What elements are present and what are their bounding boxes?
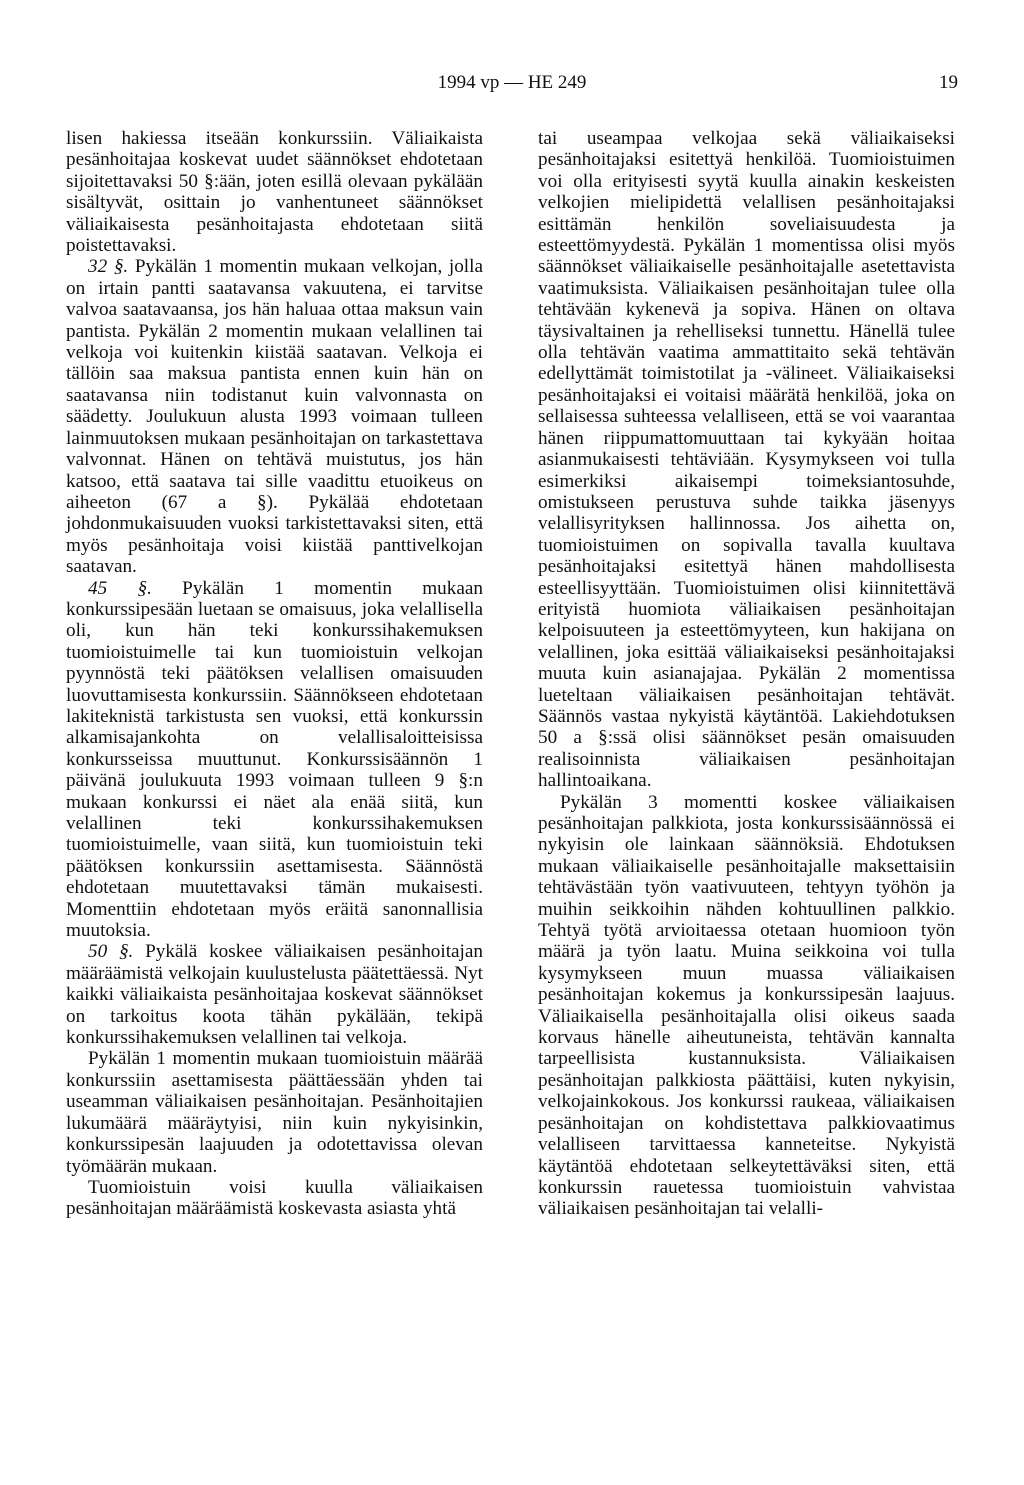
paragraph: Tuomioistuin voisi kuulla väliaikaisen pesänhoitajan määräämistä koskevasta asiasta yhtä xyxy=(66,1176,483,1220)
section-marker: 32 §. xyxy=(88,256,129,278)
paragraph: lisen hakiessa itseään konkurssiin. Väliaikaista pesänhoitajaa koskevat uudet säännökset ehdotetaan sijoitettavaksi 50 §:ään, joten esillä olevaan pykälään sisältyvät, osittain jo vanhentuneet säännökset väliaikaisesta pesänhoitajasta ehdotetaan siitä poistettavaksi. xyxy=(66,128,483,257)
paragraph-section-50 xyxy=(66,941,483,1048)
paragraph-text: Pykälän 1 momentin mukaan konkurssipesään luetaan se omaisuus, joka velallisella oli, kun hän teki konkurssihakemuksen tuomioistuimelle tai kun tuomioistuin velkojan pyynnöstä teki päätöksen velallisen omaisuuden luovuttamisesta konkurssiin. Säännökseen ehdotetaan lakiteknistä tarkistusta sen vuoksi, että konkurssin alkamisajankohta on velallisaloitteisissa konkursseissa muuttunut. Konkurssisäännön 1 päivänä joulukuuta 1993 voimaan tulleen 9 §:n mukaan konkurssi ei näet ala enää siitä, kun velallinen teki konkurssihakemuksen tuomioistuimelle, vaan siitä, kun tuomioistuin teki päätöksen konkurssiin asettamisesta. Säännöstä ehdotetaan muutettavaksi tämän mukaisesti. Momenttiin ehdotetaan myös eräitä sanonnallisia muutoksia. xyxy=(66,577,483,942)
paragraph-section-32 xyxy=(66,256,483,577)
paragraph-section-45 xyxy=(66,578,483,942)
left-column xyxy=(66,128,483,1220)
paragraph: tai useampaa velkojaa sekä väliaikaiseksi pesänhoitajaksi esitettyä henkilöä. Tuomioistuimen voi olla erityisesti syytä kuulla ainakin keskeisten velkojien mielipidettä velallisen pesänhoitajaksi esittämän henkilön soveliaisuudesta ja esteettömyydestä. Pykälän 1 momentissa olisi myös säännökset väliaikaiselle pesänhoitajalle asetettavista vaatimuksista. Väliaikaisen pesänhoitajan tulee olla tehtävään kykenevä ja sopiva. Hänen on oltava täysivaltainen ja rehelliseksi tunnettu. Hänellä tulee olla tehtävän vaatima ammattitaito sekä tehtävän edellyttämät toimistotilat ja -välineet. Väliaikaiseksi pesänhoitajaksi ei voitaisi määrätä henkilöä, joka on sellaisessa suhteessa velalliseen, että se voi vaarantaa hänen riippumattomuuttaan tai kykyään hoitaa asianmukaisesti tehtäviään. Kysymykseen voi tulla esimerkiksi aikaisempi toimeksiantosuhde, omistukseen perustuva suhde taikka jäsenyys velallisyrityksen hallinnossa. Jos aihetta on, tuomioistuimen on sopivalla tavalla kuultava pesänhoitajaksi esitettyä hänen mahdollisesta esteellisyyttään. Tuomioistuimen olisi kiinnitettävä erityistä huomiota väliaikaisen pesänhoitajan kelpoisuuteen ja esteettömyyteen, kun hakijana on velallinen, joka esittää väliaikaiseksi pesänhoitajaksi muuta kuin asianajajaa. Pykälän 2 momentissa lueteltaan väliaikaisen pesänhoitajan tehtävät. Säännös vastaa nykyistä käytäntöä. Lakiehdotuksen 50 a §:ssä olisi säännökset pesän omaisuuden realisoinnista väliaikaisen pesänhoitajan hallintoaikana. xyxy=(538,128,955,792)
page-number: 19 xyxy=(939,72,958,93)
section-marker: 50 §. xyxy=(88,941,134,963)
paragraph-text: Pykälän 1 momentin mukaan velkojan, jolla on irtain pantti saatavansa vakuutena, ei tarvitse valvoa saatavaansa, jos hän haluaa ottaa maksun vain pantista. Pykälän 2 momentin mukaan velallinen tai velkoja voi kuitenkin kiistää saatavan. Velkoja ei tällöin saa maksua pantista ennen kuin hän on saatavansa niin todistanut kuin valvonnasta on säädetty. Joulukuun alusta 1993 voimaan tulleen lainmuutoksen mukaan pesänhoitajan on tarkastettava valvonnat. Hänen on tehtävä muistutus, jos hän katsoo, että saatava tai sille vaadittu etuoikeus on aiheeton (67 a §). Pykälää ehdotetaan johdonmukaisuuden vuoksi tarkistettavaksi siten, että myös pesänhoitaja voisi kiistää panttivelkojan saatavan. xyxy=(66,256,483,578)
running-head: 1994 vp — HE 249 xyxy=(437,72,587,93)
page-header xyxy=(0,70,1024,100)
paragraph: Pykälän 1 momentin mukaan tuomioistuin määrää konkurssiin asettamisesta päättäessään yhden tai useamman väliaikaisen pesänhoitajan. Pesänhoitajien lukumäärä määräytyisi, niin kuin nykyisinkin, konkurssipesän laajuuden ja odotettavissa olevan työmäärän mukaan. xyxy=(66,1048,483,1177)
right-column xyxy=(538,128,955,1220)
section-marker: 45 §. xyxy=(88,577,152,599)
paragraph: Pykälän 3 momentti koskee väliaikaisen pesänhoitajan palkkiota, josta konkurssisäännössä ei nykyisin ole lainkaan säännöksiä. Ehdotuksen mukaan väliaikaiselle pesänhoitajalle maksettaisiin tehtävästään työn vaativuuteen, tehtyyn työhön ja muihin seikkoihin nähden kohtuullinen palkkio. Tehtyä työtä arvioitaessa otetaan huomioon työn määrä ja työn laatu. Muina seikkoina voi tulla kysymykseen muun muassa väliaikaisen pesänhoitajan kokemus ja konkurssipesän laajuus. Väliaikaisella pesänhoitajalla olisi oikeus saada korvaus hänelle aiheutuneista, tehtävän kannalta tarpeellisista kustannuksista. Väliaikaisen pesänhoitajan palkkiosta päättäisi, kuten nykyisin, velkojainkokous. Jos konkurssi raukeaa, väliaikaisen pesänhoitajan on kohdistettava palkkiovaatimus velalliseen tarvittaessa kanneteitse. Nykyistä käytäntöä ehdotetaan selkeytettäväksi siten, että konkurssin rauetessa tuomioistuin vahvistaa väliaikaisen pesänhoitajan tai velalli- xyxy=(538,791,955,1220)
paragraph-text: Pykälä koskee väliaikaisen pesänhoitajan määräämistä velkojain kuulustelusta päätettäessä. Nyt kaikki väliaikaista pesänhoitajaa koskevat säännökset on tarkoitus koota tähän pykälään, tekipä konkurssihakemuksen velallinen tai velkoja. xyxy=(66,941,484,1049)
